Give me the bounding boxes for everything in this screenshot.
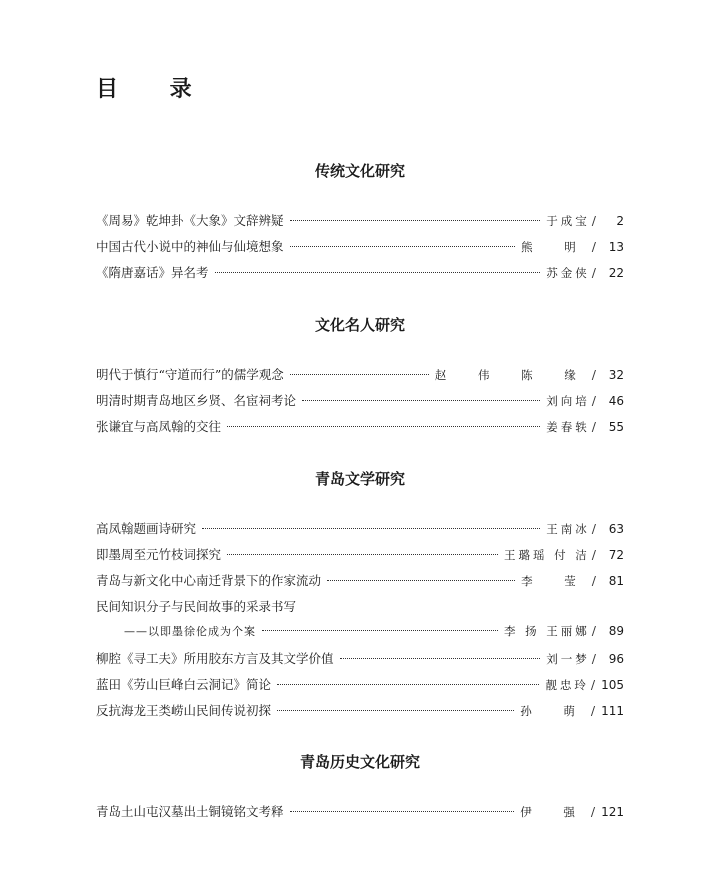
entry-page-number: 46 [608, 394, 624, 408]
toc-entry[interactable] [96, 545, 624, 571]
entry-page-number: 89 [608, 624, 624, 638]
section-heading: 青岛文学研究 [314, 470, 405, 488]
entry-page-number: 55 [608, 420, 624, 434]
toc-entry-list [96, 365, 624, 443]
separator-slash: / [590, 703, 596, 718]
entry-page-number: 63 [608, 522, 624, 536]
dot-leader [227, 554, 498, 555]
separator-slash: / [590, 677, 596, 692]
entry-page-number: 111 [601, 704, 624, 718]
entry-title: 中国古代小说中的神仙与仙境想象 [96, 239, 284, 254]
toc-entry-list [96, 211, 624, 289]
entry-title: 柳腔《寻工夫》所用胶东方言及其文学价值 [96, 651, 334, 666]
entry-page-number: 105 [601, 678, 624, 692]
separator-slash: / [591, 623, 596, 638]
toc-entry[interactable] [96, 263, 624, 289]
entry-title: 《周易》乾坤卦《大象》文辞辨疑 [96, 213, 284, 228]
dot-leader [290, 246, 516, 247]
toc-entry-list [96, 802, 624, 828]
toc-entry[interactable] [96, 675, 624, 701]
entry-page-number: 121 [601, 805, 624, 819]
entry-page-number: 2 [616, 214, 624, 228]
entry-author: 伊 强 [520, 805, 589, 819]
toc-entry[interactable] [96, 802, 624, 828]
toc-entry[interactable] [96, 391, 624, 417]
dot-leader [340, 658, 541, 659]
section-heading: 传统文化研究 [314, 162, 405, 180]
entry-title: 反抗海龙王类崂山民间传说初探 [96, 703, 272, 718]
section-heading: 青岛历史文化研究 [299, 753, 420, 771]
separator-slash: / [591, 213, 596, 228]
entry-page-number: 72 [608, 548, 624, 562]
entry-title: 明清时期青岛地区乡贤、名宦祠考论 [96, 393, 297, 408]
separator-slash: / [591, 419, 596, 434]
toc-section [96, 160, 624, 289]
toc-section [96, 468, 624, 727]
entry-author: 李 扬 王丽娜 [503, 624, 590, 638]
dot-leader [202, 528, 540, 529]
entry-title: 《隋唐嘉话》异名考 [96, 265, 209, 280]
dot-leader [290, 811, 515, 812]
entry-title: 即墨周至元竹枝词探究 [96, 547, 222, 562]
toc-entry-list [96, 519, 624, 727]
toc-entry[interactable] [96, 237, 624, 263]
dot-leader [302, 400, 540, 401]
toc-entry[interactable] [96, 701, 624, 727]
dot-leader [215, 272, 541, 273]
dot-leader [262, 630, 498, 631]
entry-page-number: 13 [608, 240, 624, 254]
dot-leader [227, 426, 540, 427]
dot-leader [290, 374, 429, 375]
separator-slash: / [591, 367, 596, 382]
entry-author: 靓忠玲 [545, 678, 589, 692]
separator-slash: / [591, 239, 596, 254]
toc-entry[interactable] [96, 365, 624, 391]
section-heading: 文化名人研究 [314, 316, 405, 334]
page-title: 目 录 [96, 76, 214, 102]
toc-entry[interactable] [96, 649, 624, 675]
toc-entry[interactable] [96, 211, 624, 237]
separator-slash: / [591, 547, 596, 562]
toc-section [96, 751, 624, 828]
separator-slash: / [591, 573, 596, 588]
dot-leader [327, 580, 515, 581]
entry-author: 刘一梦 [546, 652, 590, 666]
toc-entry-heading[interactable] [96, 597, 624, 623]
entry-title: 明代于慎行“守道而行”的儒学观念 [96, 367, 284, 382]
entry-page-number: 32 [608, 368, 624, 382]
entry-title: 蓝田《劳山巨峰白云洞记》简论 [96, 677, 272, 692]
dot-leader [277, 684, 539, 685]
entry-page-number: 22 [608, 266, 624, 280]
separator-slash: / [591, 651, 596, 666]
entry-author: 王南冰 [546, 522, 590, 536]
toc-entry[interactable] [96, 417, 624, 443]
entry-subtitle: ——以即墨徐伦成为个案 [124, 625, 256, 638]
entry-title: 张谦宜与高凤翰的交往 [96, 419, 222, 434]
toc-entry[interactable] [96, 519, 624, 545]
entry-title: 民间知识分子与民间故事的采录书写 [96, 599, 297, 614]
separator-slash: / [591, 393, 596, 408]
entry-author: 王璐瑶 付 洁 [503, 548, 590, 562]
dot-leader [290, 220, 541, 221]
separator-slash: / [591, 265, 596, 280]
separator-slash: / [591, 521, 596, 536]
entry-author: 姜春轶 [546, 420, 590, 434]
entry-author: 李 莹 [521, 574, 590, 588]
toc-entry[interactable] [96, 571, 624, 597]
entry-author: 刘向培 [546, 394, 590, 408]
entry-author: 于成宝 [546, 214, 590, 228]
entry-page-number: 81 [608, 574, 624, 588]
entry-author: 苏金侠 [546, 266, 590, 280]
entry-author: 熊 明 [521, 240, 590, 254]
entry-author: 孙 萌 [520, 704, 589, 718]
entry-title: 青岛与新文化中心南迁背景下的作家流动 [96, 573, 322, 588]
entry-title: 高凤翰题画诗研究 [96, 521, 197, 536]
dot-leader [277, 710, 514, 711]
toc-entry[interactable] [96, 623, 624, 649]
entry-page-number: 96 [608, 652, 624, 666]
entry-title: 青岛土山屯汉墓出土铜镜铭文考释 [96, 804, 284, 819]
separator-slash: / [590, 804, 596, 819]
toc-section [96, 314, 624, 443]
entry-author: 赵 伟 陈 缘 [434, 368, 590, 382]
